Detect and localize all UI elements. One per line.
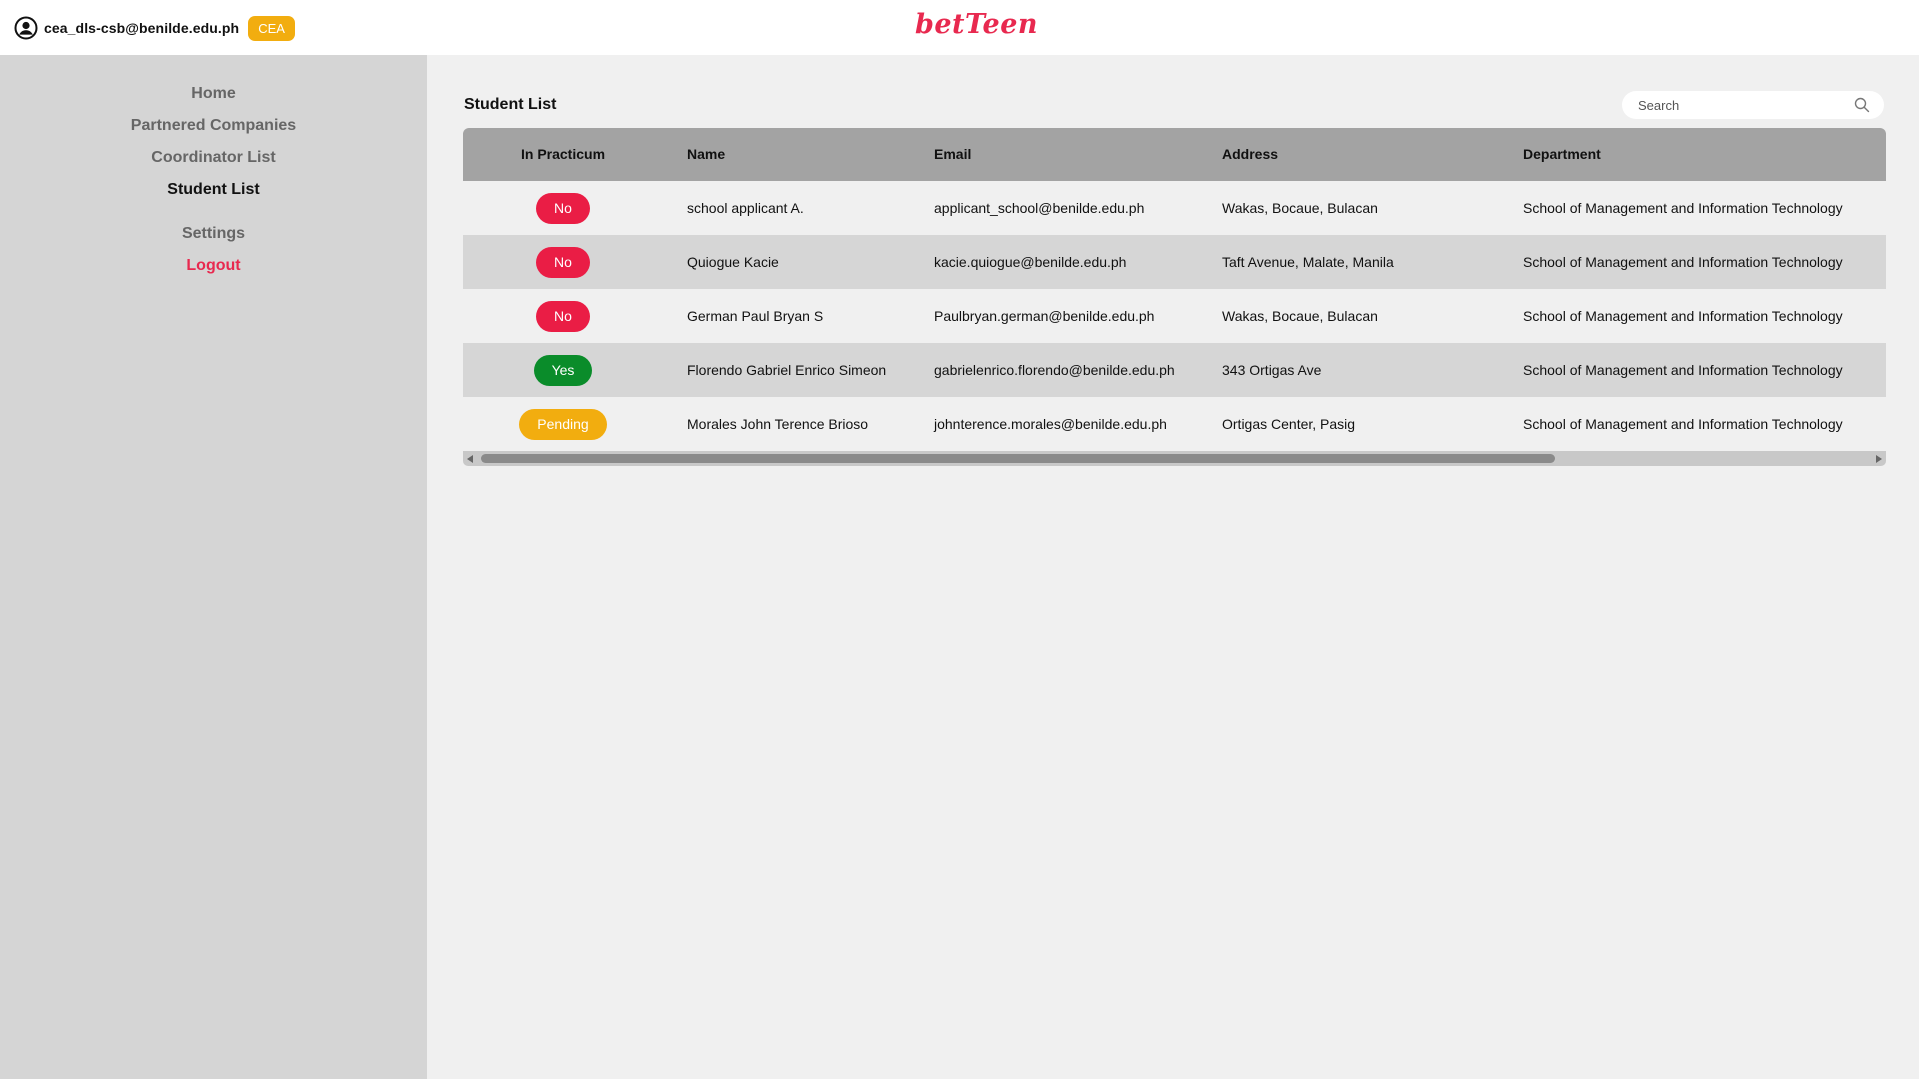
practicum-status-badge[interactable]: Pending xyxy=(519,409,606,440)
student-department: School of Management and Information Technology xyxy=(1523,200,1843,216)
student-name: Quiogue Kacie xyxy=(687,254,779,270)
top-bar xyxy=(0,0,1919,55)
column-header-email[interactable]: Email xyxy=(934,146,972,162)
practicum-status-badge[interactable]: No xyxy=(536,193,590,224)
user-info xyxy=(14,15,295,41)
student-department: School of Management and Information Technology xyxy=(1523,416,1843,432)
page-title: Student List xyxy=(464,96,557,113)
practicum-status-badge[interactable]: Yes xyxy=(534,355,593,386)
scroll-right-icon[interactable] xyxy=(1876,455,1882,463)
scroll-left-icon[interactable] xyxy=(467,455,473,463)
student-table xyxy=(463,128,1886,466)
user-email: cea_dls-csb@benilde.edu.ph xyxy=(44,20,240,36)
table-row[interactable] xyxy=(463,397,1886,451)
student-department: School of Management and Information Technology xyxy=(1523,308,1843,324)
table-row[interactable] xyxy=(463,235,1886,289)
student-address: Wakas, Bocaue, Bulacan xyxy=(1222,200,1378,216)
search-box xyxy=(1622,91,1884,119)
practicum-status-badge[interactable]: No xyxy=(536,247,590,278)
table-header xyxy=(463,128,1886,181)
user-circle-icon xyxy=(14,16,38,40)
student-email: johnterence.morales@benilde.edu.ph xyxy=(934,416,1167,432)
sidebar-item-partnered-companies[interactable]: Partnered Companies xyxy=(130,117,297,134)
sidebar-item-logout[interactable]: Logout xyxy=(186,257,241,274)
student-address: Taft Avenue, Malate, Manila xyxy=(1222,254,1394,270)
student-name: Florendo Gabriel Enrico Simeon xyxy=(687,362,887,378)
student-email: gabrielenrico.florendo@benilde.edu.ph xyxy=(934,362,1175,378)
student-name: Morales John Terence Brioso xyxy=(687,416,869,432)
column-header-name[interactable]: Name xyxy=(687,146,726,162)
column-header-in-practicum[interactable]: In Practicum xyxy=(520,146,606,162)
student-address: 343 Ortigas Ave xyxy=(1222,362,1322,378)
table-row[interactable] xyxy=(463,181,1886,235)
search-input[interactable] xyxy=(1636,91,1846,119)
column-header-address[interactable]: Address xyxy=(1222,146,1279,162)
role-badge: CEA xyxy=(248,16,295,41)
student-address: Wakas, Bocaue, Bulacan xyxy=(1222,308,1378,324)
column-header-department[interactable]: Department xyxy=(1523,146,1601,162)
student-address: Ortigas Center, Pasig xyxy=(1222,416,1356,432)
table-row[interactable] xyxy=(463,343,1886,397)
app-logo[interactable]: betTeen xyxy=(915,9,1039,40)
sidebar-item-home[interactable]: Home xyxy=(191,85,236,102)
sidebar-item-coordinator-list[interactable]: Coordinator List xyxy=(151,149,276,166)
sidebar-item-student-list[interactable]: Student List xyxy=(167,181,260,198)
student-email: applicant_school@benilde.edu.ph xyxy=(934,200,1145,216)
search-icon[interactable] xyxy=(1854,97,1870,113)
table-row[interactable] xyxy=(463,289,1886,343)
scrollbar-thumb[interactable] xyxy=(481,454,1555,463)
practicum-status-badge[interactable]: No xyxy=(536,301,590,332)
sidebar-item-settings[interactable]: Settings xyxy=(181,225,246,242)
horizontal-scrollbar[interactable] xyxy=(463,451,1886,466)
student-email: kacie.quiogue@benilde.edu.ph xyxy=(934,254,1127,270)
sidebar xyxy=(0,55,427,1079)
student-department: School of Management and Information Technology xyxy=(1523,254,1843,270)
student-email: Paulbryan.german@benilde.edu.ph xyxy=(934,308,1155,324)
student-department: School of Management and Information Technology xyxy=(1523,362,1843,378)
student-name: school applicant A. xyxy=(687,200,804,216)
student-name: German Paul Bryan S xyxy=(687,308,824,324)
